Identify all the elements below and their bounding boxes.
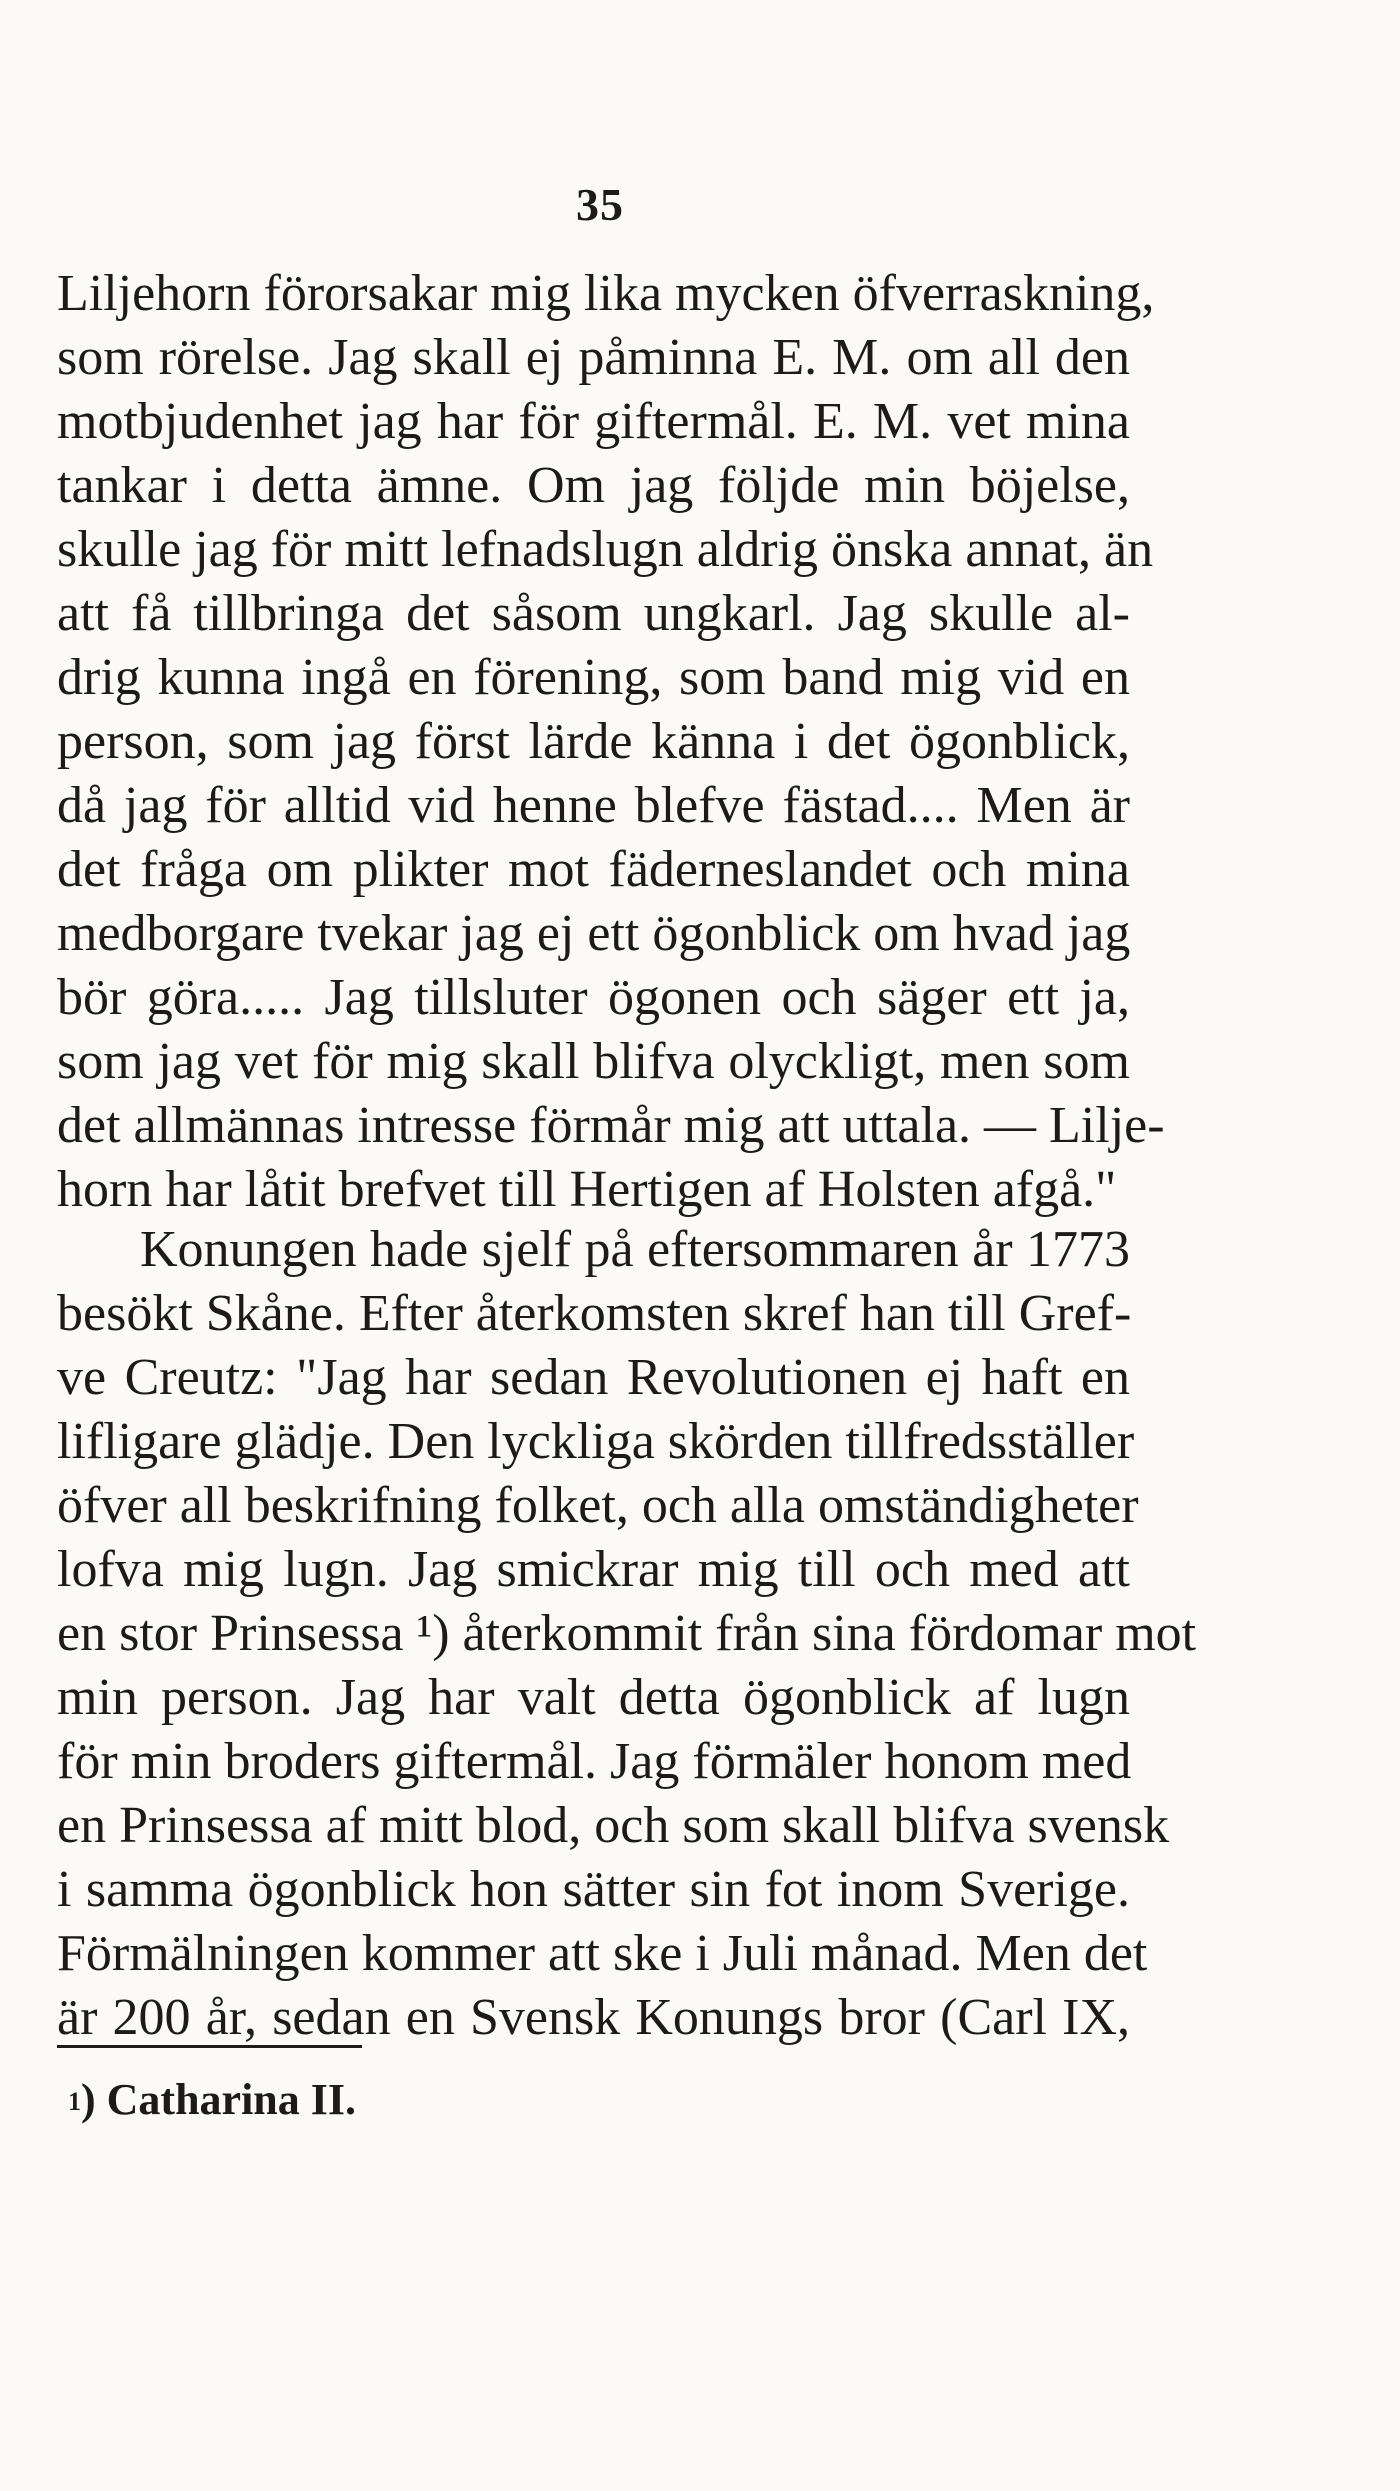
text-line: motbjudenhet jag har för giftermål. E. M. vet mina	[57, 393, 1130, 450]
footnote-marker: 1	[68, 2087, 81, 2116]
text-line: en stor Prinsessa ¹) återkommit från sina fördomar mot	[57, 1605, 1197, 1662]
footnote-text: ) Catharina II.	[81, 2075, 357, 2124]
text-line: Liljehorn förorsakar mig lika mycken öfverraskning,	[57, 265, 1155, 322]
text-line: ve Creutz: "Jag har sedan Revolutionen ej haft en	[57, 1349, 1130, 1406]
text-line: besökt Skåne. Efter återkomsten skref han till Gref-	[57, 1285, 1132, 1342]
text-line: min person. Jag har valt detta ögonblick af lugn	[57, 1669, 1130, 1726]
text-line: det fråga om plikter mot fäderneslandet och mina	[57, 841, 1130, 898]
text-line: medborgare tvekar jag ej ett ögonblick om hvad jag	[57, 905, 1131, 962]
paragraph-2	[57, 1218, 1197, 2050]
text-line: att få tillbringa det såsom ungkarl. Jag skulle al-	[57, 585, 1130, 642]
text-line: i samma ögonblick hon sätter sin fot inom Sverige.	[57, 1861, 1130, 1918]
footnote-divider	[57, 2045, 362, 2048]
text-line: skulle jag för mitt lefnadslugn aldrig önska annat, än	[57, 521, 1154, 578]
text-line: det allmännas intresse förmår mig att uttala. — Lilje-	[57, 1097, 1165, 1154]
text-line: person, som jag först lärde känna i det ögonblick,	[57, 713, 1130, 770]
text-line: tankar i detta ämne. Om jag följde min böjelse,	[57, 457, 1130, 514]
text-line: en Prinsessa af mitt blod, och som skall blifva svensk	[57, 1797, 1170, 1854]
text-line: öfver all beskrifning folket, och alla omständigheter	[57, 1477, 1139, 1534]
paragraph-1	[57, 262, 1165, 1222]
text-line: Förmälningen kommer att ske i Juli månad. Men det	[57, 1925, 1148, 1982]
text-line: som jag vet för mig skall blifva olyckligt, men som	[57, 1033, 1130, 1090]
text-line: drig kunna ingå en förening, som band mig vid en	[57, 649, 1130, 706]
page-number: 35	[576, 179, 624, 230]
text-line: horn har låtit brefvet till Hertigen af Holsten afgå."	[57, 1161, 1117, 1218]
text-line: lofva mig lugn. Jag smickrar mig till och med att	[57, 1541, 1130, 1598]
text-line: lifligare glädje. Den lyckliga skörden tillfredsställer	[57, 1413, 1135, 1470]
footnote	[68, 2072, 356, 2128]
text-line: bör göra..... Jag tillsluter ögonen och säger ett ja,	[57, 969, 1130, 1026]
text-line: då jag för alltid vid henne blefve fästad.... Men är	[57, 777, 1130, 834]
text-line: Konungen hade sjelf på eftersommaren år 1773	[140, 1221, 1130, 1278]
text-line: för min broders giftermål. Jag förmäler honom med	[57, 1733, 1132, 1790]
text-line: som rörelse. Jag skall ej påminna E. M. om all den	[57, 329, 1130, 386]
text-line: är 200 år, sedan en Svensk Konungs bror (Carl IX,	[57, 1989, 1130, 2046]
